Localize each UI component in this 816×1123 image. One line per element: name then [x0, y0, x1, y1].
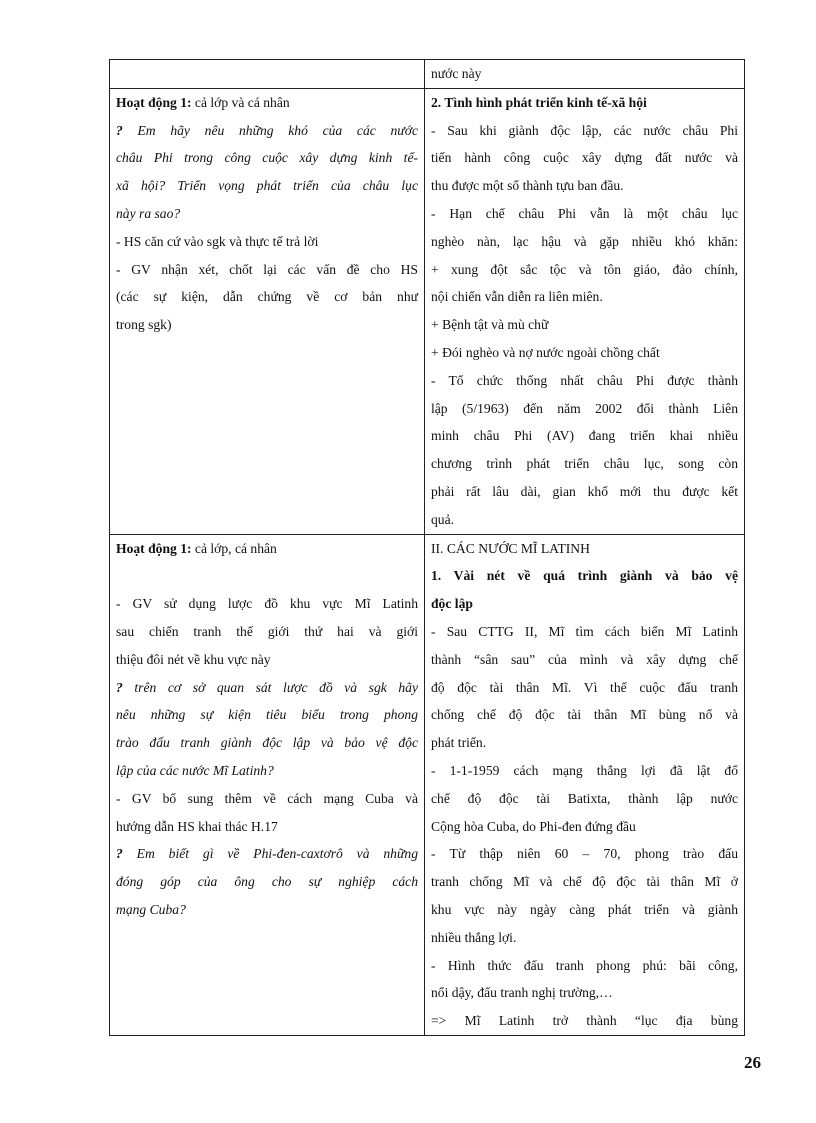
content-line: + Đói nghèo và nợ nước ngoài chồng chất — [431, 344, 660, 360]
question-line: mạng Cuba? — [116, 901, 186, 917]
content-line: nghèo nàn, lạc hậu và gặp nhiều khó khăn: — [431, 233, 738, 249]
content-line: - Sau khi giành độc lập, các nước châu Phi — [431, 122, 738, 138]
question-line: trào đấu tranh giành độc lập và bảo vệ độc — [116, 735, 418, 751]
question-mark: ? — [116, 846, 123, 862]
activity-cell — [110, 88, 425, 534]
content-line: - Từ thập niên 60 – 70, phong trào đấu — [431, 846, 738, 862]
content-cell — [425, 88, 745, 534]
activity-line: - GV sử dụng lược đồ khu vực Mĩ Latinh — [116, 596, 418, 612]
question-mark: ? — [116, 679, 123, 695]
section-heading: 1. Vài nét về quá trình giành và bảo vệ — [431, 568, 738, 584]
content-line: chế độ độc tài Batixta, thành lập nước — [431, 790, 738, 806]
lesson-plan-table — [109, 59, 745, 1036]
question-line: lập của các nước Mĩ Latinh? — [116, 762, 274, 778]
content-line: chương trình phát triển châu lục, song còn — [431, 456, 738, 472]
content-line: - Hình thức đấu tranh phong phú: bãi công, — [431, 957, 738, 973]
activity-line: - HS căn cứ vào sgk và thực tế trả lời — [116, 233, 319, 249]
content-line: nhiều thắng lợi. — [431, 929, 517, 945]
content-line: quả. — [431, 511, 455, 527]
content-line: độ độc tài thân Mĩ. Vì thế cuộc đấu tranh — [431, 679, 738, 695]
blank-line — [116, 562, 418, 590]
content-line: nổi dậy, đấu tranh nghị trường,… — [431, 985, 613, 1001]
question-line: ? Em biết gì về Phi-đen-caxtơrô và những — [116, 846, 418, 862]
content-line: thành “sân sau” của mình và xây dựng chế — [431, 651, 738, 667]
content-line: khu vực này ngày càng phát triển và giành — [431, 901, 738, 917]
content-line: + xung đột sắc tộc và tôn giáo, đảo chính, — [431, 261, 738, 277]
content-line: Cộng hòa Cuba, do Phi-đen đứng đầu — [431, 818, 636, 834]
content-line: nước này — [431, 66, 482, 81]
content-line: - Hạn chế châu Phi vẫn là một châu lục — [431, 205, 738, 221]
question-line: châu Phi trong công cuộc xây dựng kinh tế- — [116, 150, 418, 166]
activity-line: trong sgk) — [116, 317, 172, 333]
content-cell — [425, 60, 745, 89]
content-line: tiến hành công cuộc xây dựng đất nước và — [431, 150, 738, 166]
content-line: + Bệnh tật và mù chữ — [431, 317, 549, 333]
question-line: ? Em hãy nêu những khó của các nước — [116, 122, 418, 138]
content-line: minh châu Phi (AV) đang triển khai nhiều — [431, 428, 738, 444]
question-line: đóng góp của ông cho sự nghiệp cách — [116, 874, 418, 890]
activity-line: (các sự kiện, dẫn chứng về cơ bản như — [116, 289, 418, 305]
question-mark: ? — [116, 122, 123, 138]
content-line: - 1-1-1959 cách mạng thắng lợi đã lật đổ — [431, 762, 738, 778]
section-title: II. CÁC NƯỚC MĨ LATINH — [431, 540, 590, 556]
table-row — [110, 88, 745, 534]
content-line: nội chiến vẫn diễn ra liên miên. — [431, 289, 603, 305]
content-line: => Mĩ Latinh trở thành “lục địa bùng — [431, 1013, 738, 1029]
question-line: ? trên cơ sở quan sát lược đồ và sgk hãy — [116, 679, 418, 695]
activity-heading — [116, 89, 418, 117]
page-number: 26 — [744, 1053, 761, 1072]
content-line: phát triển. — [431, 735, 487, 751]
content-line: - Tổ chức thống nhất châu Phi được thành — [431, 372, 738, 388]
activity-line: - GV nhận xét, chốt lại các vấn đề cho HS — [116, 261, 418, 277]
activity-heading — [116, 535, 418, 563]
content-line: phải rất lâu dài, gian khổ mới thu được kết — [431, 483, 738, 499]
activity-text: cả lớp và cá nhân — [191, 94, 290, 110]
content-line: lập (5/1963) đến năm 2002 đổi thành Liên — [431, 400, 738, 416]
content-cell — [425, 534, 745, 1035]
content-line: tranh chống Mĩ và chế độ độc tài thân Mĩ ở — [431, 874, 738, 890]
content-line: chống chế độ độc tài thân Mĩ bùng nổ và — [431, 707, 738, 723]
table-row — [110, 534, 745, 1035]
activity-line: hướng dẫn HS khai thác H.17 — [116, 818, 278, 834]
section-heading: 2. Tình hình phát triển kinh tế-xã hội — [431, 94, 647, 110]
activity-label: Hoạt động 1: — [116, 94, 192, 110]
activity-line: - GV bổ sung thêm về cách mạng Cuba và — [116, 790, 418, 806]
question-line: này ra sao? — [116, 205, 181, 221]
section-heading: độc lập — [431, 596, 473, 612]
question-line: nêu những sự kiện tiêu biểu trong phong — [116, 707, 418, 723]
content-line: thu được một số thành tựu ban đầu. — [431, 178, 624, 194]
question-line: xã hội? Triển vọng phát triển của châu lục — [116, 178, 418, 194]
activity-line: sau chiến tranh thế giới thứ hai và giới — [116, 623, 418, 639]
activity-text: cả lớp, cá nhân — [191, 540, 277, 556]
table-row — [110, 60, 745, 89]
activity-cell — [110, 60, 425, 89]
activity-label: Hoạt động 1: — [116, 540, 192, 556]
activity-cell — [110, 534, 425, 1035]
content-line: - Sau CTTG II, Mĩ tìm cách biến Mĩ Latinh — [431, 623, 738, 639]
activity-line: thiệu đôi nét về khu vực này — [116, 651, 271, 667]
